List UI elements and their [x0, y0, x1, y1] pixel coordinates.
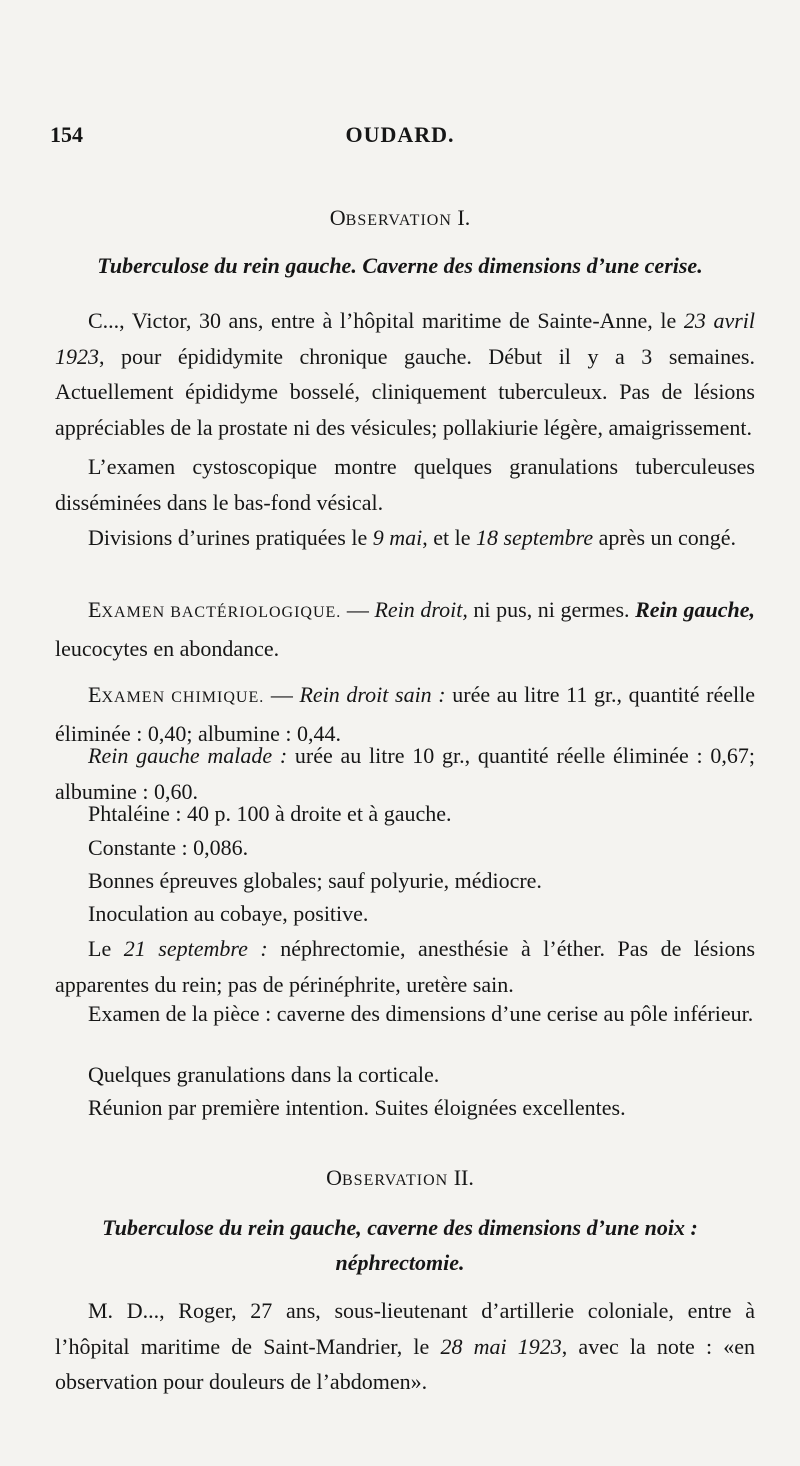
granulations-line: Quelques granulations dans la corticale.: [88, 1062, 440, 1087]
running-head: OUDARD.: [345, 122, 455, 147]
chemistry-paragraph: EXAMEN CHIMIQUE. — Rein droit sain : urée au litre 11 gr., quantité réelle éliminée : 0,40; albumine : 0,44.: [55, 682, 756, 746]
observation-2-history: M. D..., Roger, 27 ans, sous-lieutenant d’artillerie coloniale, entre à l’hôpital maritime de Saint-Mandrier, le 28 mai 1923, avec la note : «en observation pour douleurs de l’abdomen».: [55, 1298, 755, 1394]
phtaleine-line: Phtaléine : 40 p. 100 à droite et à gauche.: [88, 801, 452, 826]
operation-paragraph: Le 21 septembre : néphrectomie, anesthésie à l’éther. Pas de lésions apparentes du rein; pas de périnéphrite, uretère sain.: [55, 936, 756, 997]
page-header: [50, 122, 750, 152]
observation-2-subtitle: Tuberculose du rein gauche, caverne des dimensions d’une noix : néphrectomie.: [102, 1215, 698, 1275]
page-number: 154: [50, 122, 83, 147]
bacteriology-paragraph: EXAMEN BACTÉRIOLOGIQUE. — Rein droit, ni pus, ni germes. Rein gauche, leucocytes en abondance.: [55, 597, 755, 661]
epreuves-line: Bonnes épreuves globales; sauf polyurie, médiocre.: [88, 868, 542, 893]
observation-1-history: C..., Victor, 30 ans, entre à l’hôpital maritime de Sainte-Anne, le 23 avril 1923, pour épididymite chronique gauche. Début il y a 3 semaines. Actuellement épididyme bosselé, cliniquement tuberculeux. Pas de lésions appréciables de la prostate ni des vésicules; pollakiurie légère, amaigrissement.: [55, 308, 755, 440]
urine-division-paragraph: Divisions d’urines pratiquées le 9 mai, et le 18 septembre après un congé.: [88, 525, 737, 550]
cystoscopy-paragraph: L’examen cystoscopique montre quelques granulations tuberculeuses disséminées dans le bas-fond vésical.: [55, 454, 755, 515]
specimen-paragraph: Examen de la pièce : caverne des dimensions d’une cerise au pôle inférieur.: [88, 1001, 754, 1026]
inoculation-line: Inoculation au cobaye, positive.: [88, 901, 369, 926]
observation-1-subtitle: Tuberculose du rein gauche. Caverne des dimensions d’une cerise.: [97, 253, 703, 278]
constante-line: Constante : 0,086.: [88, 835, 249, 860]
observation-1-title: OBSERVATION I.: [329, 205, 471, 230]
left-kidney-paragraph: Rein gauche malade : urée au litre 10 gr., quantité réelle éliminée : 0,67; albumine : 0,60.: [55, 743, 756, 804]
outcome-line: Réunion par première intention. Suites éloignées excellentes.: [88, 1095, 626, 1120]
observation-2-title: OBSERVATION II.: [326, 1165, 474, 1190]
